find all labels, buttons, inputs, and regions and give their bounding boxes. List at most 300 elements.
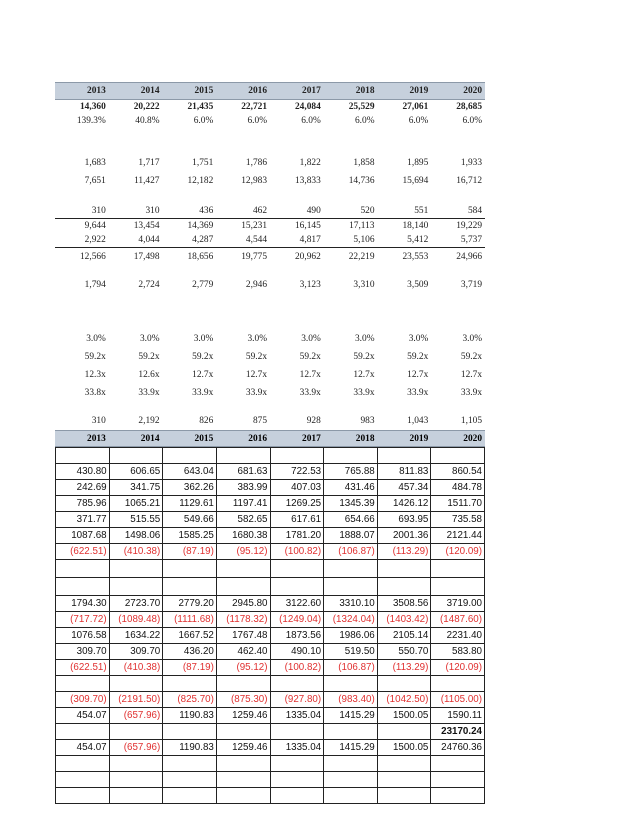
calc-cell[interactable]: [56, 756, 110, 772]
calc-cell[interactable]: 309.70: [109, 644, 163, 660]
calc-cell[interactable]: (87.19): [163, 660, 217, 676]
calc-cell[interactable]: [56, 560, 110, 578]
calc-cell[interactable]: [377, 578, 431, 596]
top-year-2017: 2017: [270, 83, 324, 100]
calc-cell[interactable]: [377, 560, 431, 578]
projection-row: [55, 204, 485, 219]
projection-cell: 12.7x: [460, 370, 482, 380]
calc-cell[interactable]: 2105.14: [377, 628, 431, 644]
calc-cell[interactable]: (1178.32): [216, 612, 270, 628]
calc-cell[interactable]: [109, 578, 163, 596]
calc-cell[interactable]: [431, 560, 485, 578]
projection-cell: [163, 320, 217, 330]
projection-cell: 12.7x: [353, 370, 375, 380]
top-year-2016: 2016: [216, 83, 270, 100]
projection-cell: [109, 294, 163, 320]
projection-cell: 310: [109, 204, 163, 219]
calc-cell[interactable]: (1105.00): [431, 692, 485, 708]
calc-cell[interactable]: 2723.70: [109, 596, 163, 612]
projection-cell: [431, 190, 485, 204]
calc-year-2013: 2013: [55, 431, 109, 447]
calc-row: [56, 660, 485, 676]
projection-cell: 19,775: [241, 252, 267, 262]
calc-cell[interactable]: (95.12): [216, 660, 270, 676]
calc-cell[interactable]: [270, 756, 324, 772]
projection-cell: 5,737: [431, 233, 485, 248]
projection-cell: [216, 128, 270, 154]
projection-cell: 4,544: [216, 233, 270, 248]
calc-cell[interactable]: (983.40): [324, 692, 378, 708]
calc-cell[interactable]: 693.95: [377, 512, 431, 528]
projection-cell: 1,105: [460, 416, 482, 426]
calc-cell[interactable]: 2121.44: [431, 528, 485, 544]
calc-cell[interactable]: (410.38): [109, 660, 163, 676]
calc-cell[interactable]: 1335.04: [270, 708, 324, 724]
calc-cell[interactable]: 24760.36: [431, 740, 485, 756]
calc-cell[interactable]: [324, 724, 378, 740]
projection-cell: 12.7x: [407, 370, 429, 380]
projection-cell: [324, 266, 378, 276]
calc-cell[interactable]: 407.03: [270, 480, 324, 496]
calc-cell[interactable]: [216, 724, 270, 740]
calc-cell[interactable]: 1590.11: [431, 708, 485, 724]
projection-cell: [270, 402, 324, 412]
calc-cell[interactable]: 1129.61: [163, 496, 217, 512]
calc-cell[interactable]: [163, 788, 217, 804]
calc-cell[interactable]: 1190.83: [163, 740, 217, 756]
projection-row: [55, 128, 485, 154]
projection-cell: [270, 320, 324, 330]
projection-cell: [55, 128, 109, 154]
calc-cell[interactable]: [377, 676, 431, 692]
calc-cell[interactable]: 430.80: [56, 464, 110, 480]
projection-cell: 1,751: [192, 158, 214, 168]
calc-cell[interactable]: [109, 724, 163, 740]
projection-cell: 13,833: [294, 176, 321, 186]
calc-cell[interactable]: 1269.25: [270, 496, 324, 512]
calc-cell[interactable]: [56, 772, 110, 788]
calc-cell[interactable]: (1089.48): [109, 612, 163, 628]
calc-row: [56, 692, 485, 708]
projection-cell: 14,360: [79, 102, 106, 112]
calc-cell[interactable]: 2231.40: [431, 628, 485, 644]
calc-cell[interactable]: (657.96): [109, 708, 163, 724]
calc-year-2017: 2017: [270, 431, 324, 447]
calc-cell[interactable]: 1197.41: [216, 496, 270, 512]
calc-row: [56, 724, 485, 740]
calc-cell[interactable]: [109, 788, 163, 804]
calc-cell[interactable]: (1042.50): [377, 692, 431, 708]
calc-cell[interactable]: [431, 788, 485, 804]
calc-cell[interactable]: 549.66: [163, 512, 217, 528]
projection-cell: 5,412: [378, 233, 432, 248]
projection-cell: 3,509: [407, 280, 429, 290]
calc-cell[interactable]: 550.70: [377, 644, 431, 660]
projection-cell: 6.0%: [301, 116, 321, 126]
calc-cell[interactable]: 1794.30: [56, 596, 110, 612]
projection-cell: [216, 402, 270, 412]
calc-cell[interactable]: [431, 676, 485, 692]
calc-cell[interactable]: 309.70: [56, 644, 110, 660]
projection-cell: 3.0%: [408, 334, 429, 344]
projection-cell: 24,966: [456, 252, 482, 262]
calc-row: [56, 596, 485, 612]
calc-cell[interactable]: [377, 756, 431, 772]
calc-cell[interactable]: (410.38): [109, 544, 163, 560]
calc-year-2019: 2019: [378, 431, 432, 447]
calc-cell[interactable]: (113.29): [377, 544, 431, 560]
calc-cell[interactable]: (120.09): [431, 544, 485, 560]
calc-cell[interactable]: (1403.42): [377, 612, 431, 628]
projection-cell: [55, 266, 109, 276]
calc-cell[interactable]: [377, 724, 431, 740]
calc-cell[interactable]: 1500.05: [377, 708, 431, 724]
calc-year-2020: 2020: [431, 431, 485, 447]
calc-cell[interactable]: 722.53: [270, 464, 324, 480]
year-header-row: [55, 83, 485, 100]
calc-cell[interactable]: 436.20: [163, 644, 217, 660]
calc-cell[interactable]: [431, 578, 485, 596]
projection-cell: 310: [91, 416, 106, 426]
calc-cell[interactable]: 2001.36: [377, 528, 431, 544]
projection-row: [55, 248, 485, 267]
projection-cell: 1,794: [84, 280, 106, 290]
calc-cell[interactable]: (1249.04): [270, 612, 324, 628]
projection-cell: [431, 266, 485, 276]
calc-row: [56, 772, 485, 788]
calc-cell[interactable]: (113.29): [377, 660, 431, 676]
calc-cell[interactable]: [270, 676, 324, 692]
calc-cell[interactable]: [270, 788, 324, 804]
calc-row: [56, 496, 485, 512]
projection-cell: 2,192: [138, 416, 160, 426]
calc-cell[interactable]: [216, 772, 270, 788]
projection-cell: [378, 402, 432, 412]
calc-cell[interactable]: [109, 676, 163, 692]
calc-cell[interactable]: 681.63: [216, 464, 270, 480]
calc-cell[interactable]: 582.65: [216, 512, 270, 528]
calc-cell[interactable]: [270, 724, 324, 740]
calc-cell[interactable]: (100.82): [270, 660, 324, 676]
calc-cell[interactable]: 1335.04: [270, 740, 324, 756]
projection-cell: 33.9x: [138, 388, 160, 398]
projection-cell: 2,922: [55, 233, 109, 248]
calc-cell[interactable]: [216, 560, 270, 578]
calc-cell[interactable]: [56, 724, 110, 740]
calc-cell[interactable]: 515.55: [109, 512, 163, 528]
calc-cell[interactable]: (309.70): [56, 692, 110, 708]
calc-cell[interactable]: [324, 560, 378, 578]
projection-cell: [55, 402, 109, 412]
calc-cell[interactable]: 484.78: [431, 480, 485, 496]
projection-cell: [431, 402, 485, 412]
calc-cell[interactable]: [163, 578, 217, 596]
calc-cell[interactable]: 454.07: [56, 708, 110, 724]
calc-cell[interactable]: 23170.24: [431, 724, 485, 740]
projection-cell: 4,044: [109, 233, 163, 248]
projection-cell: 3.0%: [247, 334, 267, 344]
projection-cell: 490: [270, 204, 324, 219]
projection-cell: [270, 128, 324, 154]
calc-cell[interactable]: [56, 676, 110, 692]
projection-cell: 3.0%: [354, 334, 375, 344]
projection-cell: [216, 190, 270, 204]
calc-cell[interactable]: [56, 448, 110, 464]
calc-cell[interactable]: [163, 448, 217, 464]
top-year-2014: 2014: [109, 83, 163, 100]
projection-cell: 2,946: [245, 280, 267, 290]
calc-cell[interactable]: 2945.80: [216, 596, 270, 612]
calc-cell[interactable]: [324, 448, 378, 464]
calc-cell[interactable]: 1076.58: [56, 628, 110, 644]
calc-cell[interactable]: (100.82): [270, 544, 324, 560]
calc-cell[interactable]: [216, 676, 270, 692]
projection-cell: [324, 190, 378, 204]
calc-cell[interactable]: [56, 578, 110, 596]
calculation-table: [55, 447, 485, 804]
calc-cell[interactable]: 617.61: [270, 512, 324, 528]
projection-cell: [55, 320, 109, 330]
calc-cell[interactable]: 1190.83: [163, 708, 217, 724]
projection-cell: [324, 294, 378, 320]
calc-cell[interactable]: 1511.70: [431, 496, 485, 512]
projection-cell: 6.0%: [462, 116, 482, 126]
calc-cell[interactable]: [324, 788, 378, 804]
projection-cell: 2,724: [138, 280, 160, 290]
calc-row: [56, 676, 485, 692]
projection-cell: 6.0%: [193, 116, 214, 126]
calc-cell[interactable]: (825.70): [163, 692, 217, 708]
calc-cell[interactable]: 341.75: [109, 480, 163, 496]
projection-cell: 551: [378, 204, 432, 219]
projection-cell: 12.6x: [138, 370, 160, 380]
calc-cell[interactable]: [109, 448, 163, 464]
calc-row: [56, 544, 485, 560]
calc-cell[interactable]: 1415.29: [324, 708, 378, 724]
projection-cell: [55, 294, 109, 320]
calc-cell[interactable]: 519.50: [324, 644, 378, 660]
calc-cell[interactable]: 606.65: [109, 464, 163, 480]
calc-cell[interactable]: [377, 772, 431, 788]
calc-cell[interactable]: 735.58: [431, 512, 485, 528]
projection-cell: [216, 294, 270, 320]
calc-cell[interactable]: [216, 788, 270, 804]
calc-cell[interactable]: (95.12): [216, 544, 270, 560]
calc-cell[interactable]: 3719.00: [431, 596, 485, 612]
projection-cell: 12,983: [241, 176, 267, 186]
calc-cell[interactable]: [270, 448, 324, 464]
calc-year-2016: 2016: [216, 431, 270, 447]
calc-cell[interactable]: 1986.06: [324, 628, 378, 644]
calc-cell[interactable]: 765.88: [324, 464, 378, 480]
projection-cell: 15,694: [402, 176, 429, 186]
projection-cell: 33.9x: [245, 388, 267, 398]
calc-cell[interactable]: 1500.05: [377, 740, 431, 756]
projection-cell: 22,721: [241, 102, 267, 112]
projection-cell: 3.0%: [139, 334, 160, 344]
calc-cell[interactable]: [270, 560, 324, 578]
calc-cell[interactable]: 1888.07: [324, 528, 378, 544]
projection-cell: 1,786: [245, 158, 267, 168]
projection-row: [55, 366, 485, 384]
calc-cell[interactable]: 583.80: [431, 644, 485, 660]
calc-cell[interactable]: (2191.50): [109, 692, 163, 708]
calc-cell[interactable]: [324, 676, 378, 692]
projection-cell: [270, 294, 324, 320]
calc-cell[interactable]: [163, 724, 217, 740]
calc-cell[interactable]: 1415.29: [324, 740, 378, 756]
calc-cell[interactable]: [109, 772, 163, 788]
calc-cell[interactable]: 454.07: [56, 740, 110, 756]
calc-cell[interactable]: (1111.68): [163, 612, 217, 628]
calc-cell[interactable]: (622.51): [56, 544, 110, 560]
projection-cell: [55, 190, 109, 204]
calc-cell[interactable]: (87.19): [163, 544, 217, 560]
projection-cell: [109, 190, 163, 204]
projection-row: [55, 412, 485, 430]
calc-cell[interactable]: [270, 772, 324, 788]
calc-cell[interactable]: 431.46: [324, 480, 378, 496]
calc-cell[interactable]: 3310.10: [324, 596, 378, 612]
calc-cell[interactable]: 1767.48: [216, 628, 270, 644]
calc-row: [56, 578, 485, 596]
projection-cell: 15,231: [241, 221, 267, 231]
calc-cell[interactable]: 1781.20: [270, 528, 324, 544]
calc-cell[interactable]: (622.51): [56, 660, 110, 676]
top-year-2020: 2020: [431, 83, 485, 100]
projection-cell: 1,043: [407, 416, 429, 426]
calc-cell[interactable]: 1498.06: [109, 528, 163, 544]
calc-cell[interactable]: 1065.21: [109, 496, 163, 512]
calc-cell[interactable]: [109, 756, 163, 772]
projection-cell: 33.9x: [192, 388, 214, 398]
calc-cell[interactable]: 654.66: [324, 512, 378, 528]
projection-cell: 3.0%: [193, 334, 214, 344]
projection-cell: 16,712: [456, 176, 482, 186]
calc-cell[interactable]: 643.04: [163, 464, 217, 480]
projection-cell: 7,651: [84, 176, 106, 186]
projection-cell: 20,962: [294, 252, 321, 262]
calc-cell[interactable]: (120.09): [431, 660, 485, 676]
calc-cell[interactable]: [431, 772, 485, 788]
calc-cell[interactable]: [163, 756, 217, 772]
calc-cell[interactable]: [56, 788, 110, 804]
calc-cell[interactable]: 1259.46: [216, 740, 270, 756]
calc-cell[interactable]: 462.40: [216, 644, 270, 660]
projection-cell: 6.0%: [354, 116, 375, 126]
projection-cell: 3.0%: [301, 334, 321, 344]
projection-cell: [378, 266, 432, 276]
calc-cell[interactable]: [216, 578, 270, 596]
calc-cell[interactable]: 1259.46: [216, 708, 270, 724]
calc-cell[interactable]: 785.96: [56, 496, 110, 512]
projection-cell: 12.3x: [84, 370, 106, 380]
projection-cell: [163, 402, 217, 412]
calc-cell[interactable]: [163, 560, 217, 578]
top-year-2013: 2013: [55, 83, 109, 100]
calc-cell[interactable]: [377, 788, 431, 804]
projection-cell: 19,229: [456, 221, 482, 231]
projection-cell: 462: [216, 204, 270, 219]
calc-cell[interactable]: 1426.12: [377, 496, 431, 512]
calc-cell[interactable]: (1487.60): [431, 612, 485, 628]
calc-cell[interactable]: [216, 448, 270, 464]
calc-cell[interactable]: (875.30): [216, 692, 270, 708]
projection-cell: [324, 128, 378, 154]
calc-cell[interactable]: 3508.56: [377, 596, 431, 612]
calc-cell[interactable]: 362.26: [163, 480, 217, 496]
projection-cell: 12,182: [187, 176, 214, 186]
calc-cell[interactable]: (1324.04): [324, 612, 378, 628]
calc-cell[interactable]: (717.72): [56, 612, 110, 628]
projection-cell: 59.2x: [245, 352, 267, 362]
projection-cell: 139.3%: [76, 116, 106, 126]
calc-cell[interactable]: 1634.22: [109, 628, 163, 644]
calc-cell[interactable]: [431, 448, 485, 464]
calc-row: [56, 644, 485, 660]
projection-cell: 17,498: [133, 252, 160, 262]
calc-cell[interactable]: 860.54: [431, 464, 485, 480]
calc-cell[interactable]: 811.83: [377, 464, 431, 480]
projection-table: [55, 82, 485, 430]
projection-cell: 59.2x: [84, 352, 106, 362]
calc-cell[interactable]: 1087.68: [56, 528, 110, 544]
projection-cell: 3.0%: [462, 334, 482, 344]
calc-cell[interactable]: [324, 578, 378, 596]
calc-cell[interactable]: 1873.56: [270, 628, 324, 644]
calc-cell[interactable]: [377, 448, 431, 464]
projection-cell: 14,369: [187, 221, 214, 231]
projection-cell: 14,736: [348, 176, 375, 186]
calc-row: [56, 756, 485, 772]
calc-cell[interactable]: [431, 756, 485, 772]
calc-cell[interactable]: 1585.25: [163, 528, 217, 544]
calc-cell[interactable]: 490.10: [270, 644, 324, 660]
calc-cell[interactable]: [109, 560, 163, 578]
projection-cell: 13,454: [133, 221, 160, 231]
calc-cell[interactable]: [216, 756, 270, 772]
calc-row: [56, 448, 485, 464]
calc-row: [56, 560, 485, 578]
calc-cell[interactable]: 383.99: [216, 480, 270, 496]
calc-cell[interactable]: (106.87): [324, 544, 378, 560]
calc-cell[interactable]: 2779.20: [163, 596, 217, 612]
calc-cell[interactable]: 1680.38: [216, 528, 270, 544]
calc-cell[interactable]: [324, 756, 378, 772]
calc-cell[interactable]: (657.96): [109, 740, 163, 756]
projection-cell: [378, 320, 432, 330]
calc-cell[interactable]: 1345.39: [324, 496, 378, 512]
calc-cell[interactable]: [270, 578, 324, 596]
projection-row: [55, 320, 485, 330]
calc-cell[interactable]: [163, 772, 217, 788]
calc-cell[interactable]: 457.34: [377, 480, 431, 496]
projection-cell: [109, 320, 163, 330]
calc-cell[interactable]: 242.69: [56, 480, 110, 496]
calc-row: [56, 628, 485, 644]
projection-cell: 928: [306, 416, 321, 426]
projection-cell: 12.7x: [299, 370, 321, 380]
calc-cell[interactable]: [163, 676, 217, 692]
projection-row: [55, 190, 485, 204]
calc-cell[interactable]: [324, 772, 378, 788]
calc-cell[interactable]: 371.77: [56, 512, 110, 528]
calc-cell[interactable]: 3122.60: [270, 596, 324, 612]
calc-cell[interactable]: (106.87): [324, 660, 378, 676]
calc-cell[interactable]: 1667.52: [163, 628, 217, 644]
projection-cell: 24,084: [294, 102, 321, 112]
calc-cell[interactable]: (927.80): [270, 692, 324, 708]
